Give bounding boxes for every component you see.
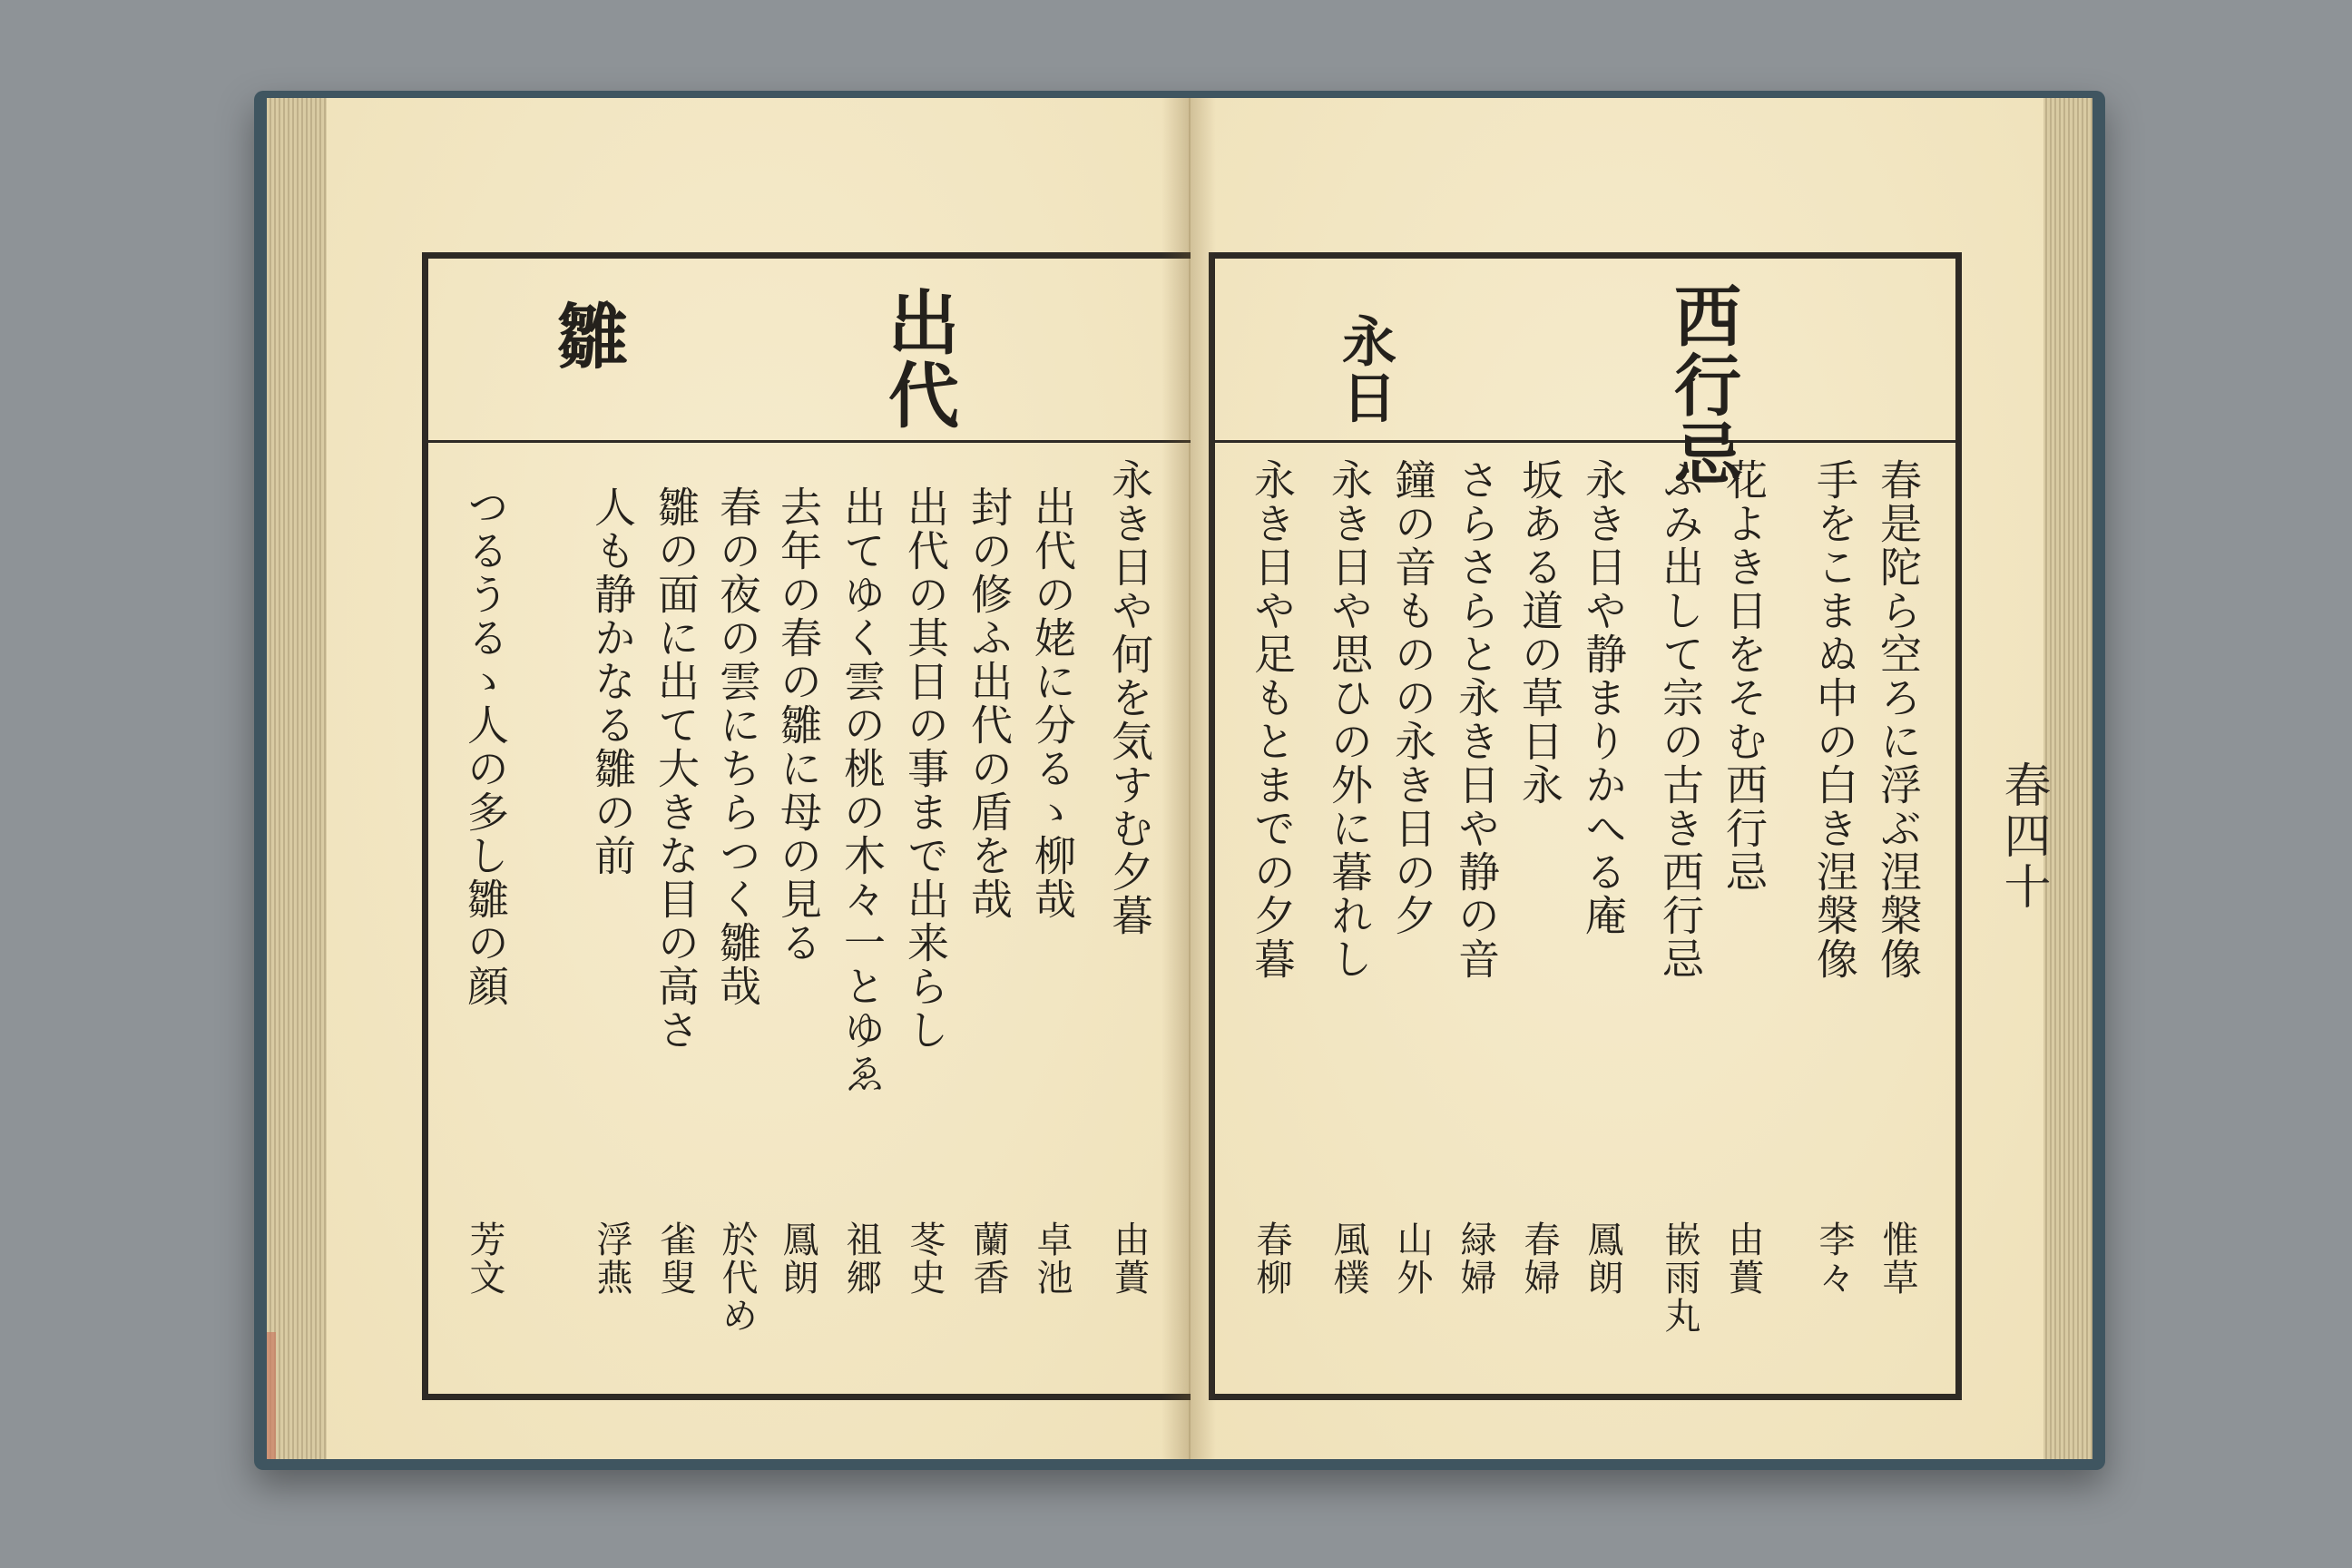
page-edges-left [267,98,330,1459]
left-header-rule [428,440,1200,443]
poet-name: 惟草 [1877,1220,1918,1297]
poet-name: 山外 [1391,1220,1433,1297]
book-gutter [1161,98,1216,1459]
poem-text: 坂ある道の草日永 [1515,458,1564,807]
left-page [327,98,1191,1459]
poet-name: 卓池 [1031,1220,1073,1297]
poem-text: 永き日や足もとまでの夕暮 [1248,458,1297,981]
poet-name: 苳史 [904,1220,946,1297]
right-text-frame [1209,252,1962,1400]
poem-text: 出代の其日の事まで出来らし [901,485,950,1052]
poet-name: 鳳朗 [1582,1220,1623,1297]
left-title-main: 出代 [877,286,959,431]
poem-text: 出代の姥に分るゝ柳哉 [1028,485,1077,921]
poem-text: 春の夜の雲にちらつく雛哉 [713,485,762,1008]
poem-text: 永き日や思ひの外に暮れし [1325,458,1374,981]
poem-text: 春是陀ら空ろに浮ぶ涅槃像 [1874,458,1923,981]
poem-text: 封の修ふ出代の盾を哉 [965,485,1014,921]
poem-text: 雛の面に出て大きな目の高さ [652,485,701,1052]
poem-text: 人も静かなる雛の前 [588,485,637,877]
left-text-frame [422,252,1207,1400]
poem-text: 花よき日をそむ西行忌 [1720,458,1769,894]
poet-name: 於代め [716,1220,758,1335]
folio-number: 春四十 [1995,760,2050,913]
poet-name: 蘭香 [967,1220,1009,1297]
left-title-sub: 雛 [545,299,628,372]
poem-text: 鐘の音ものの永き日の夕 [1388,458,1437,937]
poem-text: ふみ出して宗の古き西行忌 [1656,458,1705,981]
right-title-sub: 永日 [1333,313,1396,426]
poem-text: 永き日や静まりかへる庵 [1579,458,1628,937]
poem-text: 永き日や何を気すむ夕暮 [1105,458,1154,937]
right-title-main: 西行忌 [1663,281,1741,488]
poet-name: 嵌雨丸 [1659,1220,1700,1335]
poet-name: 芳文 [464,1220,505,1297]
poet-name: 鳳朗 [777,1220,818,1297]
right-page [1191,98,2050,1459]
poet-name: 春婦 [1518,1220,1560,1297]
poet-name: 浮燕 [591,1220,632,1297]
poet-name: 緑婦 [1455,1220,1496,1297]
poet-name: 風樸 [1328,1220,1369,1297]
poet-name: 祖郷 [840,1220,882,1297]
poet-name: 雀叟 [654,1220,696,1297]
poet-name: 李々 [1813,1220,1855,1297]
poem-text: 手をこまぬ中の白き涅槃像 [1810,458,1859,981]
right-header-rule [1215,440,1955,443]
poem-text: 去年の春の雛に母の見る [774,485,823,965]
poet-name: 由蕢 [1722,1220,1764,1297]
poem-text: 出てゆく雲の桃の木々一とゆゑ [838,485,887,1095]
open-book [254,91,2105,1470]
poem-text: さらさらと永き日や静の音 [1452,458,1501,981]
poet-name: 春柳 [1250,1220,1292,1297]
poet-name: 由蕢 [1108,1220,1150,1297]
poem-text: つるうるゝ人の多し雛の顔 [461,485,510,1008]
